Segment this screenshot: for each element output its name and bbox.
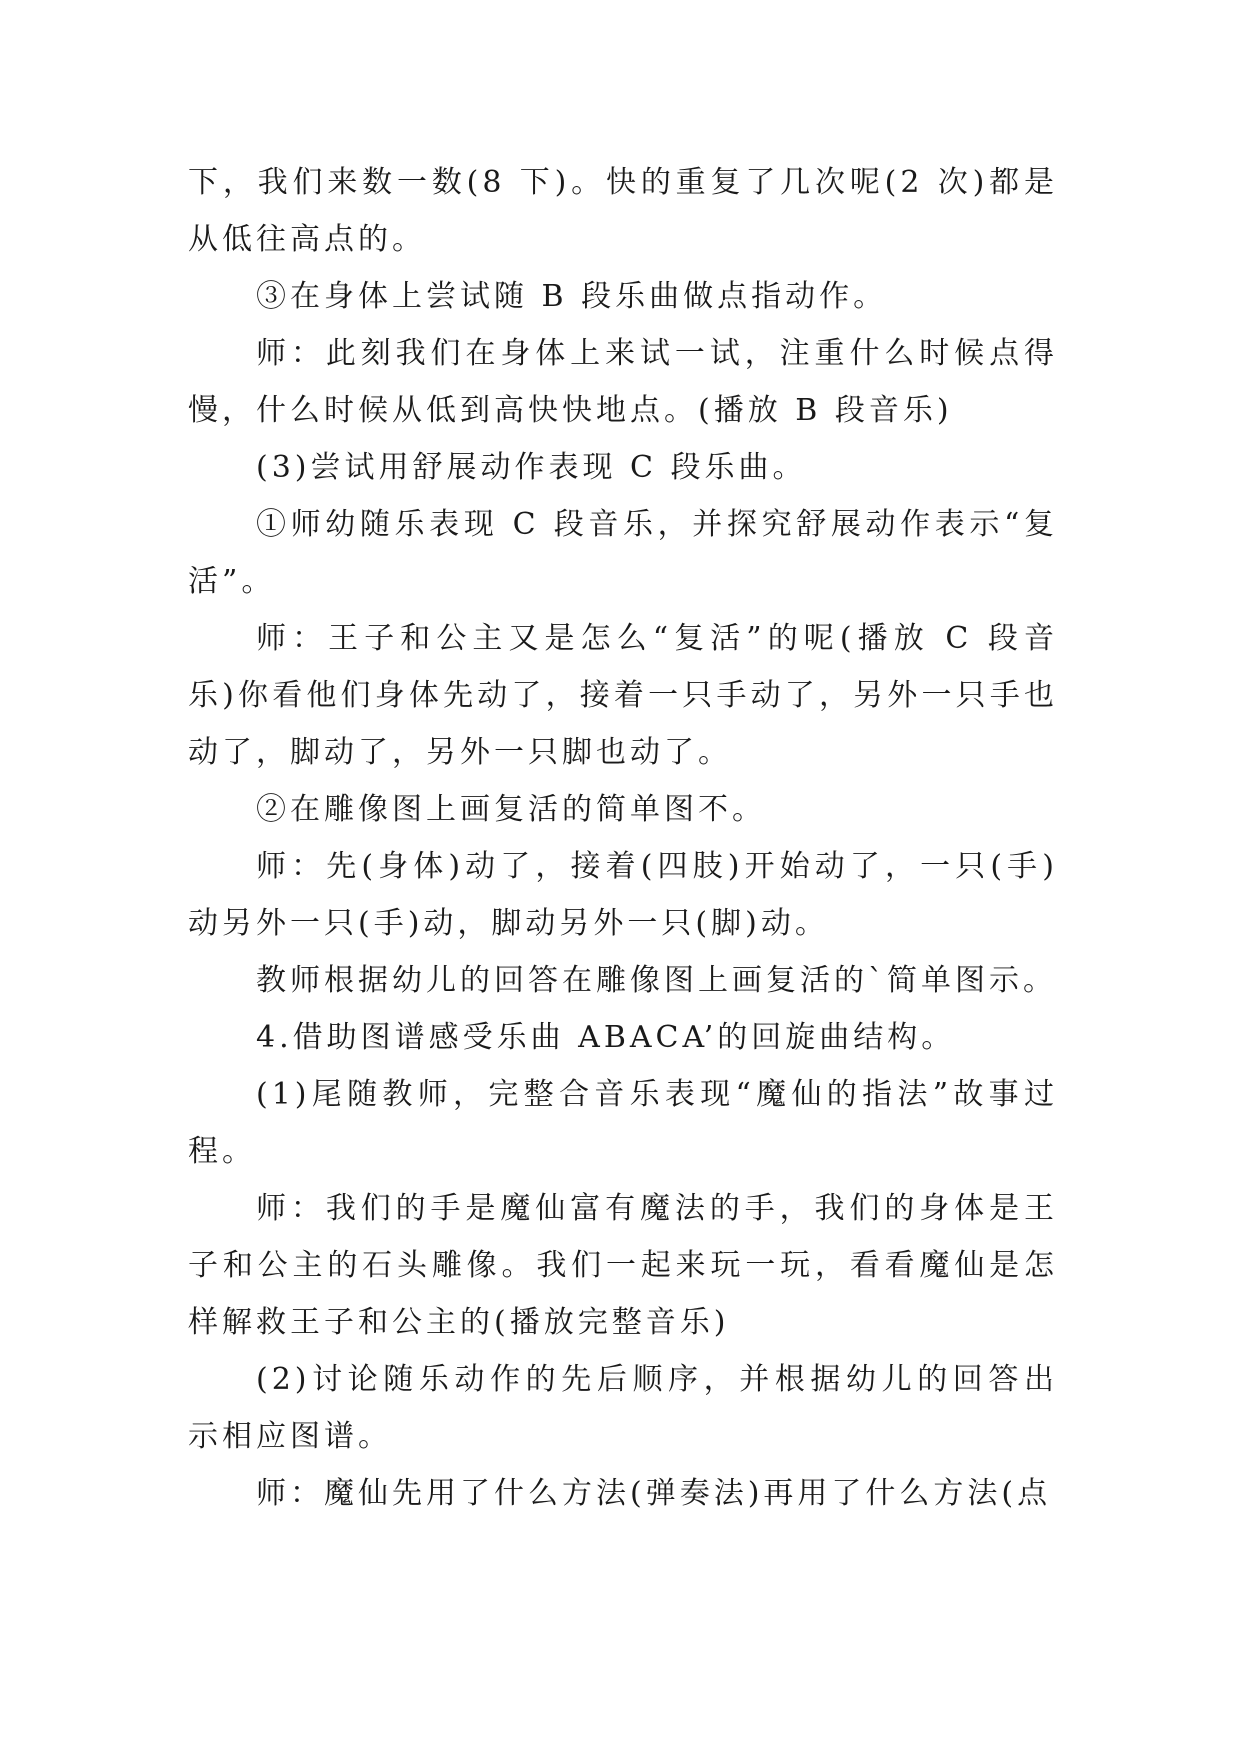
paragraph-12: 师：我们的手是魔仙富有魔法的手，我们的身体是王子和公主的石头雕像。我们一起来玩一玩，看看魔仙是怎样解救王子和公主的(播放完整音乐) [188, 1191, 1058, 1340]
paragraph-11: (1)尾随教师，完整合音乐表现“魔仙的指法”故事过程。 [188, 1077, 1058, 1169]
paragraph-9: 教师根据幼儿的回答在雕像图上画复活的`简单图示。 [256, 963, 1057, 998]
paragraph-13: (2)讨论随乐动作的先后顺序，并根据幼儿的回答出示相应图谱。 [188, 1362, 1058, 1454]
paragraph-6: 师：王子和公主又是怎么“复活”的呢(播放 C 段音乐)你看他们身体先动了，接着一只手动了，另外一只手也动了，脚动了，另外一只脚也动了。 [188, 621, 1058, 770]
paragraph-5: ①师幼随乐表现 C 段音乐，并探究舒展动作表示“复活”。 [188, 507, 1058, 599]
paragraph-2: ③在身体上尝试随 B 段乐曲做点指动作。 [256, 279, 888, 314]
paragraph-4: (3)尝试用舒展动作表现 C 段乐曲。 [256, 450, 807, 485]
paragraph-10: 4.借助图谱感受乐曲 ABACA’的回旋曲结构。 [256, 1020, 956, 1055]
paragraph-3: 师：此刻我们在身体上来试一试，注重什么时候点得慢，什么时候从低到高快快地点。(播放 B 段音乐) [188, 336, 1058, 428]
paragraph-7: ②在雕像图上画复活的简单图不。 [256, 792, 766, 827]
paragraph-14: 师：魔仙先用了什么方法(弹奏法)再用了什么方法(点 [256, 1476, 1052, 1511]
paragraph-8: 师：先(身体)动了，接着(四肢)开始动了，一只(手)动另外一只(手)动，脚动另外一只(脚)动。 [188, 849, 1058, 941]
paragraph-1: 下，我们来数一数(8 下)。快的重复了几次呢(2 次)都是从低往高点的。 [188, 165, 1058, 257]
document-body [188, 154, 1058, 1522]
